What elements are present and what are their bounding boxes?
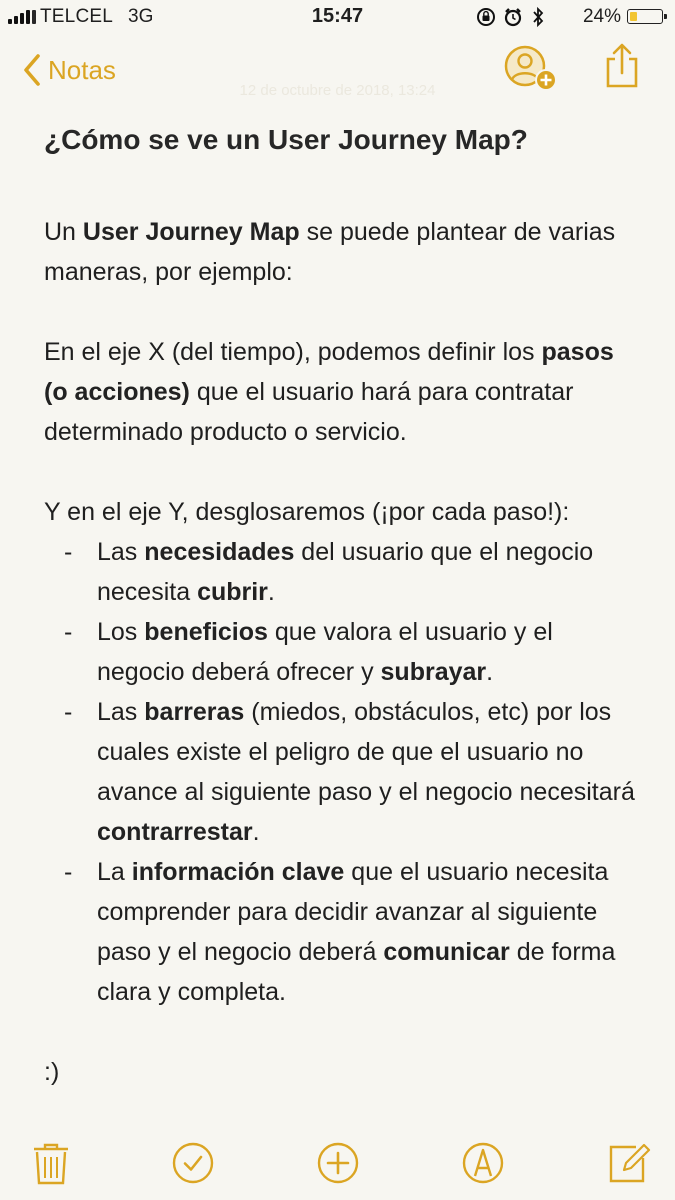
trash-icon xyxy=(34,1145,68,1183)
bottom-toolbar xyxy=(0,1130,675,1200)
battery-fill xyxy=(630,12,637,21)
alarm-icon xyxy=(506,9,520,25)
paragraph-eje-x: En el eje X (del tiempo), podemos definir los pasos (o acciones) que el usuario hará para contratar determinado producto o servicio. xyxy=(44,338,614,446)
list-item: - La información clave que el usuario necesita comprender para decidir avanzar al siguiente paso y el negocio deberá comunicar de forma clara y completa. xyxy=(64,858,616,1006)
battery-percent: 24% xyxy=(582,6,621,27)
paragraph-intro: Un User Journey Map se puede plantear de varias maneras, por ejemplo: xyxy=(44,218,616,286)
checklist-button[interactable] xyxy=(170,1140,216,1186)
list-item: - Las barreras (miedos, obstáculos, etc) por los cuales existe el peligro de que el usuario no avance al siguiente paso y el negocio necesitará contrarrestar. xyxy=(64,698,635,846)
orientation-lock-icon xyxy=(478,9,494,25)
status-bar xyxy=(0,0,675,34)
add-icon xyxy=(319,1144,357,1182)
list-item: - Las necesidades del usuario que el negocio necesita cubrir. xyxy=(64,538,594,606)
add-people-button[interactable] xyxy=(503,44,561,96)
list-item: - Los beneficios que valora el usuario y el negocio deberá ofrecer y subrayar. xyxy=(64,618,553,686)
status-icons xyxy=(477,6,549,28)
dash-list xyxy=(44,532,644,1012)
markup-icon xyxy=(464,1144,502,1182)
share-button[interactable] xyxy=(604,42,640,90)
add-button[interactable] xyxy=(315,1140,361,1186)
note-body[interactable] xyxy=(44,114,644,1092)
compose-button[interactable] xyxy=(606,1140,652,1186)
note-date: 12 de octubre de 2018, 13:24 xyxy=(239,82,436,99)
navigation-bar xyxy=(0,34,675,110)
share-icon xyxy=(608,45,636,86)
note-title: ¿Cómo se ve un User Journey Map? xyxy=(44,124,528,155)
network-type: 3G xyxy=(128,6,154,27)
bluetooth-icon xyxy=(534,9,542,25)
carrier-name: TELCEL xyxy=(40,6,114,27)
back-button-label: Notas xyxy=(48,54,116,85)
delete-button[interactable] xyxy=(28,1140,74,1186)
clock: 15:47 xyxy=(311,5,364,27)
closing-smiley: :) xyxy=(44,1058,60,1086)
compose-icon xyxy=(611,1145,649,1181)
battery-icon xyxy=(627,9,663,24)
markup-button[interactable] xyxy=(460,1140,506,1186)
checklist-icon xyxy=(174,1144,212,1182)
add-person-icon xyxy=(506,47,556,90)
paragraph-eje-y: Y en el eje Y, desglosaremos (¡por cada paso!): xyxy=(44,498,570,526)
